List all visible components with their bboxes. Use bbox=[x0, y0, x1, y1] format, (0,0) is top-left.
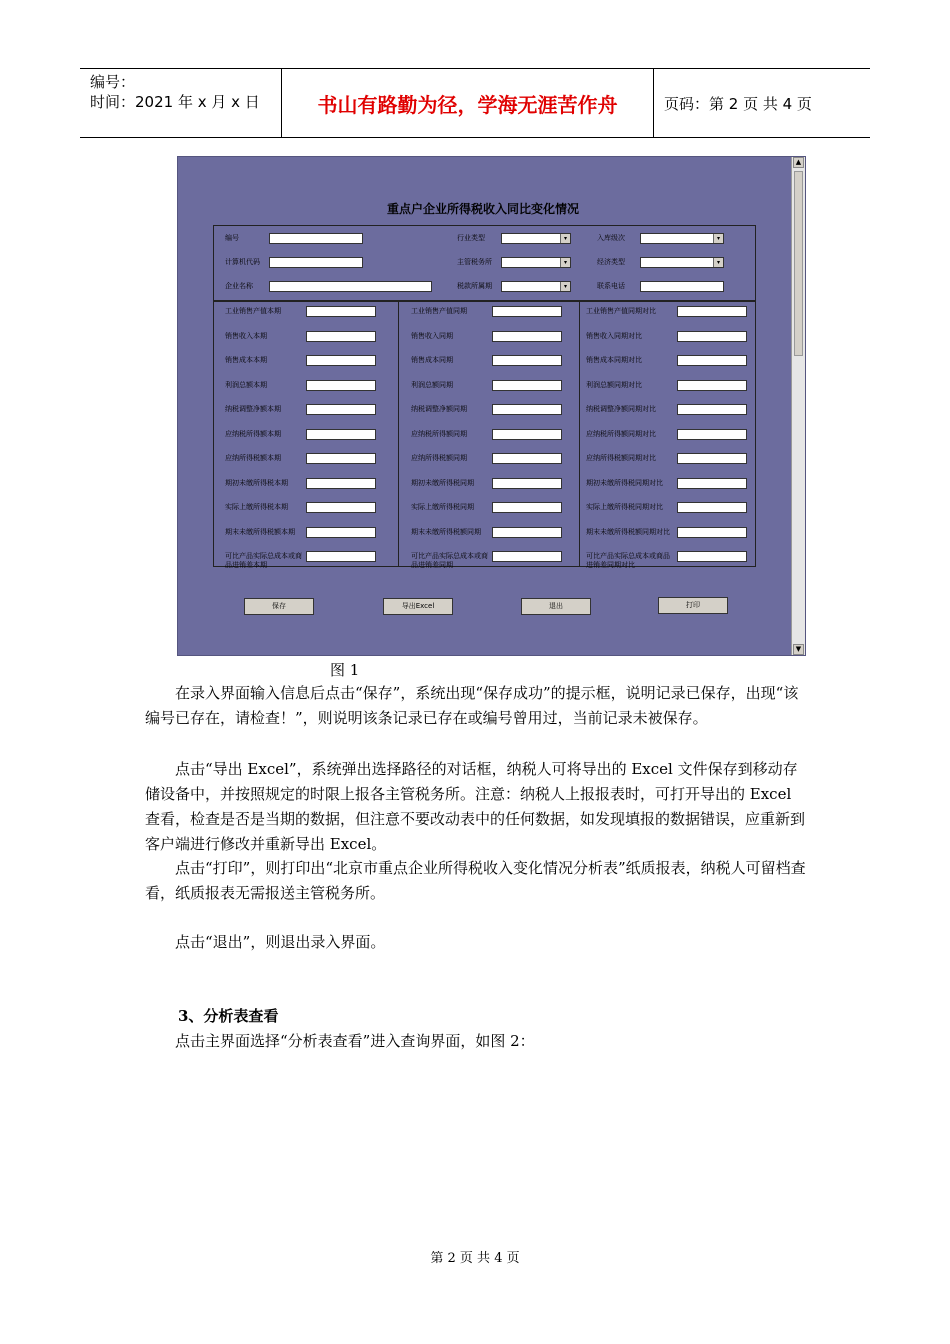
col3-input[interactable] bbox=[677, 429, 747, 440]
label-qiye: 企业名称 bbox=[225, 282, 253, 290]
save-button[interactable]: 保存 bbox=[244, 598, 314, 615]
col3-label: 销售成本同期对比 bbox=[586, 356, 642, 364]
col1-label: 利润总额本期 bbox=[225, 380, 267, 389]
col1-input[interactable] bbox=[306, 429, 376, 440]
col1-label: 应纳所得税额本期 bbox=[225, 454, 281, 462]
app-screenshot bbox=[177, 156, 806, 656]
paragraph-exit: 点击“退出”，则退出录入界面。 bbox=[145, 933, 386, 951]
col2-label: 期末未缴所得税额同期 bbox=[411, 527, 481, 536]
label-zhuguan: 主管税务所 bbox=[457, 258, 492, 266]
col2-input[interactable] bbox=[492, 331, 562, 342]
col2-label: 可比产品实际总成本或商品进销差同期 bbox=[411, 552, 488, 569]
col2-label: 应纳所得税额同期 bbox=[411, 454, 467, 462]
col3-label: 可比产品实际总成本或商品进销差同期对比 bbox=[586, 552, 670, 569]
col2-input[interactable] bbox=[492, 355, 562, 366]
print-button[interactable]: 打印 bbox=[658, 597, 728, 614]
col2-input[interactable] bbox=[492, 478, 562, 489]
export-excel-button[interactable]: 导出Excel bbox=[383, 598, 453, 615]
col1-input[interactable] bbox=[306, 527, 376, 538]
label-ruku: 入库级次 bbox=[597, 234, 625, 242]
col3-input[interactable] bbox=[677, 380, 747, 391]
figure-caption: 图 1 bbox=[330, 661, 360, 679]
header-meta bbox=[80, 69, 282, 137]
col3-input[interactable] bbox=[677, 453, 747, 464]
hangye-select[interactable] bbox=[501, 233, 571, 244]
chevron-down-icon: ▾ bbox=[560, 234, 570, 243]
label-hangye: 行业类型 bbox=[457, 234, 485, 242]
dianhua-input[interactable] bbox=[640, 281, 724, 292]
col1-label: 销售收入本期 bbox=[225, 331, 267, 340]
chevron-down-icon: ▾ bbox=[560, 282, 570, 291]
col3-input[interactable] bbox=[677, 306, 747, 317]
paragraph-view: 点击主界面选择“分析表查看”进入查询界面，如图 2： bbox=[145, 1032, 535, 1050]
paragraph-print: 点击“打印”，则打印出“北京市重点企业所得税收入变化情况分析表”纸质报表，纳税人可留档查看，纸质报表无需报送主管税务所。 bbox=[145, 859, 806, 902]
col1-input[interactable] bbox=[306, 380, 376, 391]
page-footer: 第 2 页 共 4 页 bbox=[430, 1251, 520, 1266]
col2-label: 销售成本同期 bbox=[411, 356, 453, 364]
scroll-up-icon[interactable]: ▲ bbox=[793, 157, 804, 168]
col3-input[interactable] bbox=[677, 551, 747, 562]
chevron-down-icon: ▾ bbox=[713, 258, 723, 267]
time-label: 时间：2021 年 x 月 x 日 bbox=[90, 93, 260, 111]
col1-input[interactable] bbox=[306, 551, 376, 562]
col2-input[interactable] bbox=[492, 380, 562, 391]
bianhao-input[interactable] bbox=[269, 233, 363, 244]
jisuanji-input[interactable] bbox=[269, 257, 363, 268]
col3-input[interactable] bbox=[677, 355, 747, 366]
col2-input[interactable] bbox=[492, 502, 562, 513]
col2-label: 应纳税所得额同期 bbox=[411, 429, 467, 438]
ruku-select[interactable] bbox=[640, 233, 724, 244]
col1-input[interactable] bbox=[306, 478, 376, 489]
col1-label: 可比产品实际总成本或商品进销差本期 bbox=[225, 552, 302, 569]
qiye-input[interactable] bbox=[269, 281, 432, 292]
form-title: 重点户企业所得税收入同比变化情况 bbox=[386, 202, 579, 216]
vertical-scrollbar[interactable] bbox=[791, 157, 805, 655]
paragraph-export: 点击“导出 Excel”，系统弹出选择路径的对话框，纳税人可将导出的 Excel 文件保存到移动存储设备中，并按照规定的时限上报各主管税务所。注意：纳税人上报报表时，可打开导出的 Excel 查看，检查是否是当期的数据，但注意不要改动表中的任何数据，如发现填报的数据错误，应重新到客户端进行修改并重新导出 Excel。 bbox=[145, 760, 806, 853]
label-shuikuan: 税款所属期 bbox=[457, 282, 492, 290]
col3-label: 期末未缴所得税额同期对比 bbox=[586, 527, 670, 536]
jingji-select[interactable] bbox=[640, 257, 724, 268]
col1-input[interactable] bbox=[306, 355, 376, 366]
col1-label: 纳税调整净额本期 bbox=[225, 405, 281, 413]
col2-label: 利润总额同期 bbox=[411, 380, 453, 389]
col2-label: 工业销售产值同期 bbox=[411, 307, 467, 315]
col3-label: 应纳税所得额同期对比 bbox=[586, 429, 656, 438]
section-heading: 3、分析表查看 bbox=[178, 1007, 279, 1025]
scroll-down-icon[interactable]: ▼ bbox=[793, 644, 804, 655]
shuikuan-select[interactable] bbox=[501, 281, 571, 292]
col2-label: 实际上缴所得税同期 bbox=[411, 503, 474, 511]
col1-label: 应纳税所得额本期 bbox=[225, 429, 281, 438]
page-header bbox=[80, 68, 870, 138]
label-dianhua: 联系电话 bbox=[597, 282, 625, 290]
col1-input[interactable] bbox=[306, 331, 376, 342]
label-jisuanji: 计算机代码 bbox=[225, 258, 260, 266]
col3-input[interactable] bbox=[677, 404, 747, 415]
col1-label: 期末未缴所得税额本期 bbox=[225, 527, 295, 536]
col2-input[interactable] bbox=[492, 551, 562, 562]
exit-button[interactable]: 退出 bbox=[521, 598, 591, 615]
number-label: 编号： bbox=[90, 73, 136, 91]
col3-label: 工业销售产值同期对比 bbox=[586, 307, 656, 315]
col3-label: 应纳所得税额同期对比 bbox=[586, 454, 656, 462]
col2-input[interactable] bbox=[492, 429, 562, 440]
col1-input[interactable] bbox=[306, 453, 376, 464]
label-bianhao: 编号 bbox=[225, 234, 239, 242]
col3-label: 销售收入同期对比 bbox=[586, 331, 642, 340]
col3-label: 期初未缴所得税同期对比 bbox=[586, 478, 663, 487]
col2-label: 销售收入同期 bbox=[411, 331, 453, 340]
motto: 书山有路勤为径，学海无涯苦作舟 bbox=[282, 69, 654, 137]
col1-input[interactable] bbox=[306, 404, 376, 415]
col1-input[interactable] bbox=[306, 502, 376, 513]
scroll-thumb[interactable] bbox=[794, 171, 803, 356]
zhuguan-select[interactable] bbox=[501, 257, 571, 268]
col1-input[interactable] bbox=[306, 306, 376, 317]
col2-input[interactable] bbox=[492, 527, 562, 538]
col1-label: 期初未缴所得税本期 bbox=[225, 478, 288, 487]
col3-input[interactable] bbox=[677, 478, 747, 489]
label-jingji: 经济类型 bbox=[597, 258, 625, 266]
col3-input[interactable] bbox=[677, 527, 747, 538]
col1-label: 销售成本本期 bbox=[225, 356, 267, 364]
col2-input[interactable] bbox=[492, 453, 562, 464]
col1-label: 实际上缴所得税本期 bbox=[225, 503, 288, 511]
col3-input[interactable] bbox=[677, 502, 747, 513]
col3-label: 纳税调整净额同期对比 bbox=[586, 405, 656, 413]
chevron-down-icon: ▾ bbox=[560, 258, 570, 267]
col3-label: 实际上缴所得税同期对比 bbox=[586, 503, 663, 511]
col2-label: 期初未缴所得税同期 bbox=[411, 478, 474, 487]
paragraph-save: 在录入界面输入信息后点击“保存”，系统出现“保存成功”的提示框，说明记录已保存，出现“该编号已存在，请检查！”，则说明该条记录已存在或编号曾用过，当前记录未被保存。 bbox=[145, 684, 799, 727]
col3-input[interactable] bbox=[677, 331, 747, 342]
col2-label: 纳税调整净额同期 bbox=[411, 405, 467, 413]
col1-label: 工业销售产值本期 bbox=[225, 307, 281, 315]
col2-input[interactable] bbox=[492, 306, 562, 317]
col2-input[interactable] bbox=[492, 404, 562, 415]
chevron-down-icon: ▾ bbox=[713, 234, 723, 243]
page-label: 页码：第 2 页 共 4 页 bbox=[664, 94, 812, 113]
col3-label: 利润总额同期对比 bbox=[586, 380, 642, 389]
